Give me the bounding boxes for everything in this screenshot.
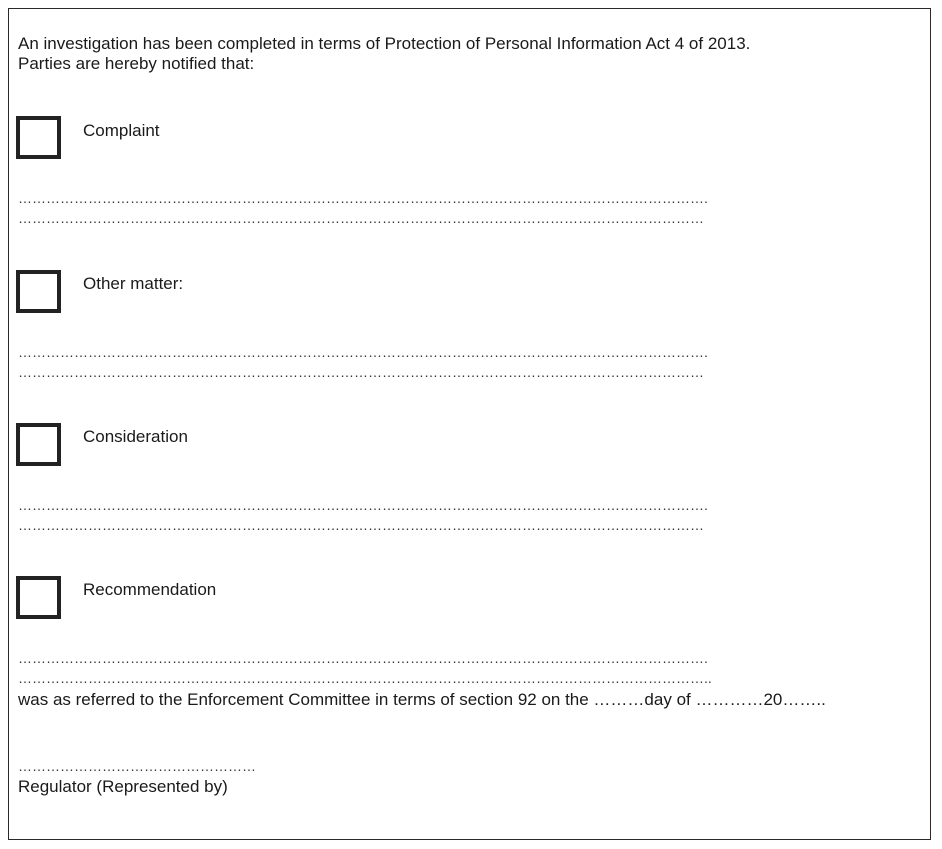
intro-line-1: An investigation has been completed in terms of Protection of Personal Information Act 4 of 2013. [18, 34, 751, 53]
other-matter-label: Other matter: [83, 274, 184, 293]
complaint-checkbox[interactable] [16, 116, 61, 159]
signature-label: Regulator (Represented by) [18, 777, 228, 796]
consideration-dots-line-1[interactable]: …………………………………………………………………………………………………………………………………. [18, 497, 708, 513]
other-matter-checkbox[interactable] [16, 270, 61, 313]
consideration-label: Consideration [83, 427, 188, 446]
consideration-dots-line-2[interactable]: ………………………………………………………………………………………………………………………………… [18, 517, 704, 533]
complaint-label: Complaint [83, 121, 160, 140]
intro-line-2: Parties are hereby notified that: [18, 54, 255, 73]
recommendation-dots-line-2[interactable]: ………………………………………………………………………………………………………………………………….. [18, 670, 712, 686]
consideration-checkbox[interactable] [16, 423, 61, 466]
referral-text: was as referred to the Enforcement Committee in terms of section 92 on the ………day of …………20…….. [18, 690, 826, 709]
recommendation-label: Recommendation [83, 580, 217, 599]
recommendation-checkbox[interactable] [16, 576, 61, 619]
other-matter-dots-line-1[interactable]: …………………………………………………………………………………………………………………………………. [18, 344, 708, 360]
complaint-dots-line-1[interactable]: …………………………………………………………………………………………………………………………………. [18, 190, 708, 206]
signature-dots[interactable]: …………………………………………… [18, 758, 256, 774]
recommendation-dots-line-1[interactable]: …………………………………………………………………………………………………………………………………. [18, 650, 708, 666]
other-matter-dots-line-2[interactable]: ………………………………………………………………………………………………………………………………… [18, 364, 704, 380]
complaint-dots-line-2[interactable]: ………………………………………………………………………………………………………………………………… [18, 210, 704, 226]
